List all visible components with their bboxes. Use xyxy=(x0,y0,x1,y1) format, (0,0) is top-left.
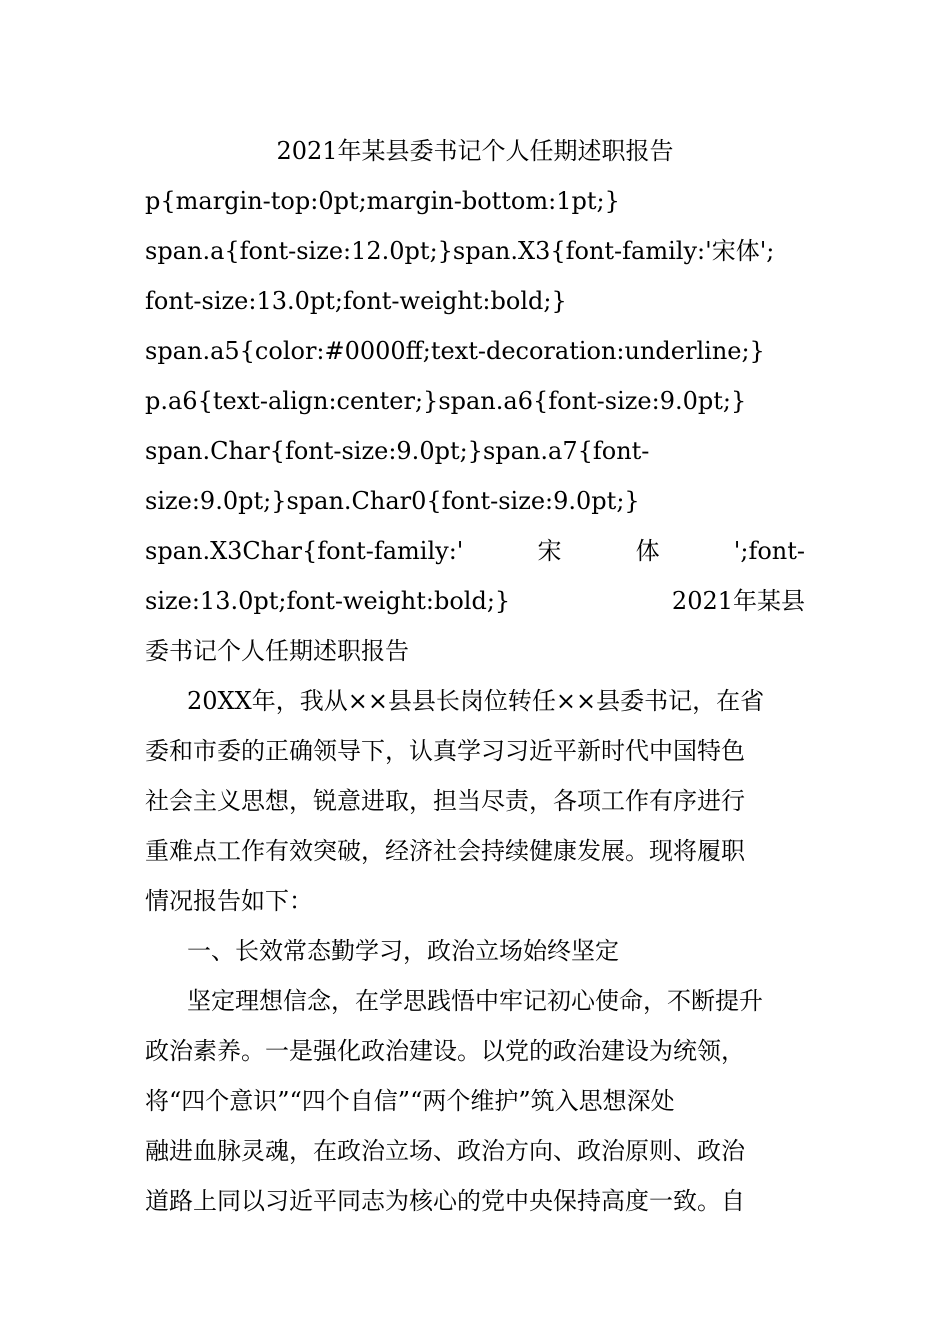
css-fragment: 体 xyxy=(635,537,660,565)
css-line: p.a6{text-align:center;}span.a6{font-size:9.0pt;} xyxy=(145,387,747,415)
paragraph-line: 社会主义思想，锐意进取，担当尽责，各项工作有序进行 xyxy=(145,787,745,815)
css-line: p{margin-top:0pt;margin-bottom:1pt;} xyxy=(145,187,620,215)
paragraph-line: 情况报告如下： xyxy=(145,887,313,915)
paragraph-line: 政治素养。一是强化政治建设。以党的政治建设为统领， xyxy=(145,1037,745,1065)
css-justified-line xyxy=(145,526,805,576)
paragraph-line: 委和市委的正确领导下，认真学习习近平新时代中国特色 xyxy=(145,737,745,765)
css-line: size:9.0pt;}span.Char0{font-size:9.0pt;} xyxy=(145,487,640,515)
paragraph-line: 将“四个意识”“四个自信”“两个维护”筑入思想深处 xyxy=(145,1087,675,1115)
paragraph-line: 道路上同以习近平同志为核心的党中央保持高度一致。自 xyxy=(145,1187,745,1215)
css-line: font-size:13.0pt;font-weight:bold;} xyxy=(145,287,567,315)
css-line: span.a5{color:#0000ff;text-decoration:underline;} xyxy=(145,337,765,365)
intro-paragraph xyxy=(145,676,805,926)
section-heading-text: 一、长效常态勤学习，政治立场始终坚定 xyxy=(187,937,619,965)
css-line: span.a{font-size:12.0pt;}span.X3{font-family:'宋体'; xyxy=(145,237,775,265)
css-fragment: ';font- xyxy=(733,537,805,565)
section-body-paragraph xyxy=(145,976,805,1226)
title-repeat-tail: 委书记个人任期述职报告 xyxy=(145,637,409,665)
paragraph-line: 融进血脉灵魂，在政治立场、政治方向、政治原则、政治 xyxy=(145,1137,745,1165)
document-title: 2021年某县委书记个人任期述职报告 xyxy=(276,137,674,165)
leaked-css-text xyxy=(145,176,805,676)
css-mixed-line xyxy=(145,576,805,626)
css-fragment: span.X3Char{font-family:' xyxy=(145,537,464,565)
section-heading xyxy=(145,926,805,976)
css-fragment: size:13.0pt;font-weight:bold;} xyxy=(145,587,511,615)
paragraph-line: 20XX年，我从××县县长岗位转任××县委书记，在省 xyxy=(187,687,765,715)
css-line: span.Char{font-size:9.0pt;}span.a7{font- xyxy=(145,437,650,465)
paragraph-line: 坚定理想信念，在学思践悟中牢记初心使命，不断提升 xyxy=(187,987,763,1015)
css-fragment: 宋 xyxy=(537,537,562,565)
paragraph-line: 重难点工作有效突破，经济社会持续健康发展。现将履职 xyxy=(145,837,745,865)
title-repeat-head: 2021年某县 xyxy=(671,587,805,615)
